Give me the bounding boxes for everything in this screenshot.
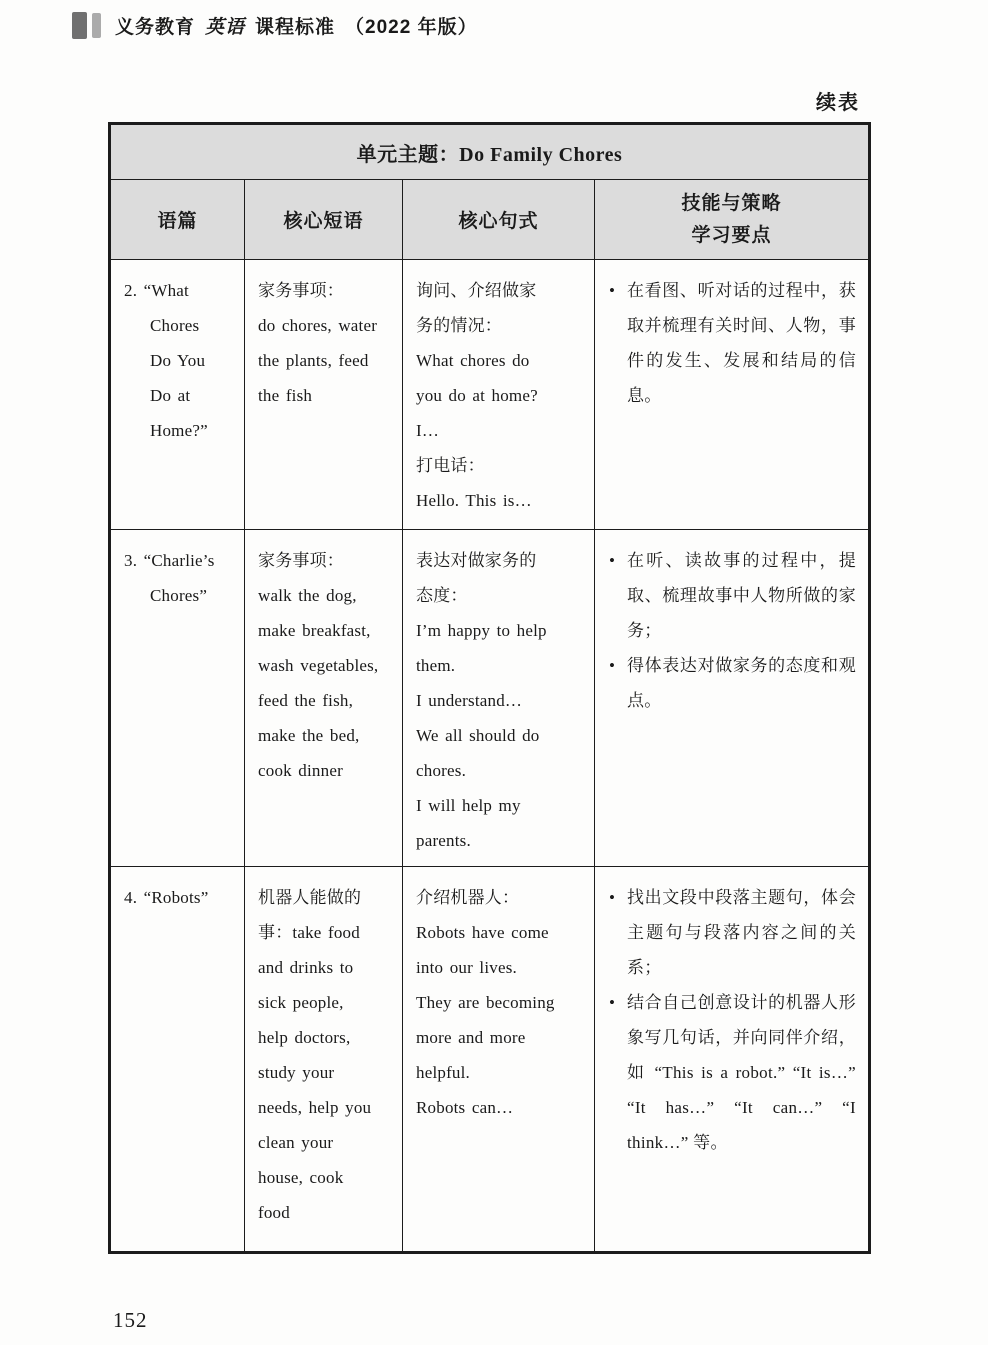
cell-sentences	[403, 867, 595, 1253]
skills-text: 在听、读故事的过程中，提取、梳理故事中人物所做的家务；	[627, 551, 856, 640]
phrase-line: 机器人能做的	[258, 888, 362, 907]
cell-phrases	[245, 530, 403, 867]
skills-bullet-item	[609, 880, 856, 985]
curriculum-unit-table	[108, 122, 871, 1254]
bullet-icon: •	[609, 281, 615, 300]
cell-phrases	[245, 260, 403, 530]
doc-title-subject: 英语	[205, 17, 246, 38]
cell-sentences	[403, 530, 595, 867]
sentence-line: parents.	[416, 831, 471, 850]
discourse-line: Home?”	[150, 421, 208, 440]
sentence-line: What chores do	[416, 351, 530, 370]
skills-text: 结合自己创意设计的机器人形象写几句话，并向同伴介绍，如 “This is a robot.” “It is…” “It has…” “It can…” “I think…” 等。	[627, 993, 856, 1152]
sentence-line: I understand…	[416, 691, 523, 710]
phrase-line: 事：take food	[258, 923, 360, 942]
sentence-line: more and more	[416, 1028, 526, 1047]
running-head	[72, 12, 478, 39]
bullet-icon: •	[609, 888, 615, 907]
doc-title-standard: 课程标准	[255, 17, 336, 38]
discourse-line: Do You	[150, 351, 206, 370]
continued-table-label: 续表	[816, 92, 860, 114]
phrase-line: and drinks to	[258, 958, 354, 977]
skills-bullet-item	[609, 985, 856, 1160]
phrase-line: sick people,	[258, 993, 344, 1012]
skills-bullet-item	[609, 543, 856, 648]
phrase-line: food	[258, 1203, 290, 1222]
sentence-line: They are becoming	[416, 993, 555, 1012]
page-number: 152	[113, 1308, 148, 1332]
phrase-line: do chores, water	[258, 316, 378, 335]
cell-skills	[595, 260, 870, 530]
column-header-sentences: 核心句式	[403, 180, 595, 260]
phrase-line: study your	[258, 1063, 335, 1082]
column-header-skills-line1: 技能与策略	[681, 192, 782, 214]
bullet-icon: •	[609, 656, 615, 675]
column-header-skills	[595, 180, 870, 260]
phrase-line: the fish	[258, 386, 313, 405]
sentence-line: I’m happy to help	[416, 621, 547, 640]
skills-text: 找出文段中段落主题句，体会主题句与段落内容之间的关系；	[627, 888, 856, 977]
phrase-line: 家务事项：	[258, 551, 344, 570]
phrase-line: help doctors,	[258, 1028, 351, 1047]
column-header-skills-line2: 学习要点	[691, 224, 772, 246]
discourse-line: 3. “Charlie’s	[124, 551, 215, 570]
cell-discourse	[110, 867, 245, 1253]
discourse-line: Chores”	[150, 586, 208, 605]
skills-bullet-item	[609, 648, 856, 718]
logo-bar-light	[92, 13, 101, 38]
table-body	[110, 260, 870, 1253]
table-row	[110, 260, 870, 530]
cell-discourse	[110, 260, 245, 530]
discourse-line: 2. “What	[124, 281, 189, 300]
sentence-line: into our lives.	[416, 958, 517, 977]
sentence-line: chores.	[416, 761, 467, 780]
sentence-line: you do at home?	[416, 386, 538, 405]
skills-bullet-item	[609, 273, 856, 413]
sentence-line: I will help my	[416, 796, 521, 815]
bullet-icon: •	[609, 551, 615, 570]
phrase-line: feed the fish,	[258, 691, 354, 710]
sentence-line: I…	[416, 421, 440, 440]
discourse-line: Do at	[150, 386, 191, 405]
phrase-line: walk the dog,	[258, 586, 357, 605]
cell-phrases	[245, 867, 403, 1253]
table-row	[110, 867, 870, 1253]
unit-theme-title: 单元主题：Do Family Chores	[110, 124, 870, 180]
sentence-line: 务的情况：	[416, 316, 502, 335]
doc-title-education: 义务教育	[115, 17, 196, 38]
phrase-line: clean your	[258, 1133, 334, 1152]
discourse-line: 4. “Robots”	[124, 888, 209, 907]
sentence-line: We all should do	[416, 726, 540, 745]
phrase-line: house, cook	[258, 1168, 344, 1187]
skills-text: 得体表达对做家务的态度和观点。	[627, 656, 856, 710]
cell-sentences	[403, 260, 595, 530]
table-row	[110, 530, 870, 867]
sentence-line: 打电话：	[416, 456, 485, 475]
sentence-line: 介绍机器人：	[416, 888, 520, 907]
sentence-line: Robots can…	[416, 1098, 514, 1117]
column-header-row	[110, 180, 870, 260]
sentence-line: 表达对做家务的	[416, 551, 537, 570]
sentence-line: them.	[416, 656, 456, 675]
cell-skills	[595, 867, 870, 1253]
doc-title-edition: （2022 年版）	[345, 17, 478, 38]
phrase-line: make breakfast,	[258, 621, 371, 640]
phrase-line: cook dinner	[258, 761, 343, 780]
logo-bar-dark	[72, 12, 87, 39]
phrase-line: needs, help you	[258, 1098, 372, 1117]
bullet-icon: •	[609, 993, 615, 1012]
phrase-line: wash vegetables,	[258, 656, 379, 675]
phrase-line: the plants, feed	[258, 351, 369, 370]
sentence-line: 询问、介绍做家	[416, 281, 537, 300]
cell-discourse	[110, 530, 245, 867]
cell-skills	[595, 530, 870, 867]
sentence-line: 态度：	[416, 586, 468, 605]
phrase-line: 家务事项：	[258, 281, 344, 300]
phrase-line: make the bed,	[258, 726, 360, 745]
unit-theme-row	[110, 124, 870, 180]
column-header-phrases: 核心短语	[245, 180, 403, 260]
sentence-line: Robots have come	[416, 923, 549, 942]
column-header-discourse: 语篇	[110, 180, 245, 260]
sentence-line: Hello. This is…	[416, 491, 532, 510]
sentence-line: helpful.	[416, 1063, 471, 1082]
skills-text: 在看图、听对话的过程中，获取并梳理有关时间、人物，事件的发生、发展和结局的信息。	[627, 281, 856, 405]
discourse-line: Chores	[150, 316, 200, 335]
